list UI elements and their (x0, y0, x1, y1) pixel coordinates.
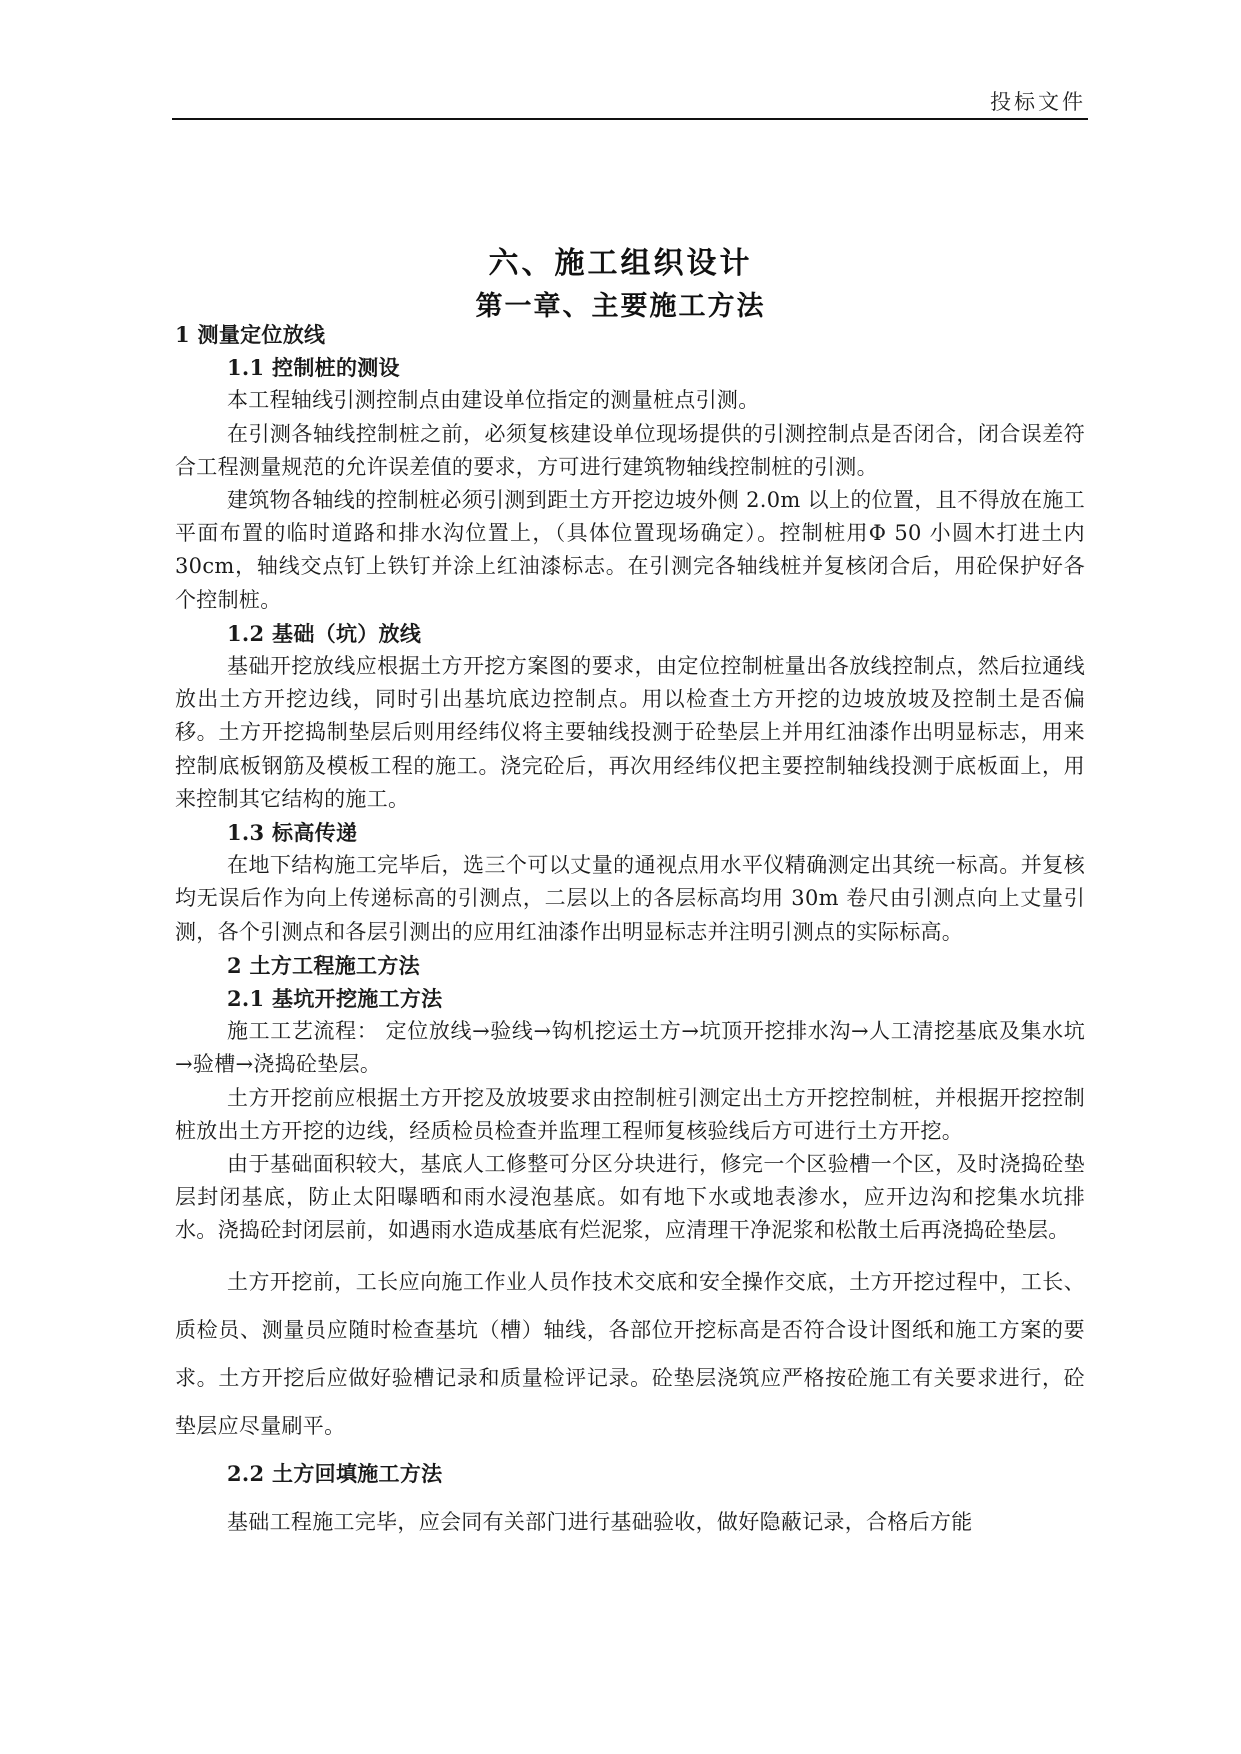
chapter-title: 第一章、主要施工方法 (475, 291, 766, 322)
subsection-heading-1-2: 1.2 基础（坑）放线 (227, 620, 422, 646)
subsection-heading-2-1: 2.1 基坑开挖施工方法 (227, 986, 443, 1012)
subsection-heading-1-3: 1.3 标高传递 (227, 820, 358, 846)
header-label: 投标文件 (990, 90, 1086, 114)
paragraph-2-1-1: 施工工艺流程： 定位放线→验线→钩机挖运土方→坑顶开挖排水沟→人工清挖基底及集水坑→验槽→浇捣砼垫层。 (175, 1019, 1085, 1077)
document-body (175, 318, 1085, 1546)
paragraph-2-2-1: 基础工程施工完毕，应会同有关部门进行基础验收，做好隐蔽记录，合格后方能 (227, 1509, 973, 1534)
subsection-heading-1-1: 1.1 控制桩的测设 (227, 355, 400, 381)
paragraph-2-1-4: 土方开挖前，工长应向施工作业人员作技术交底和安全操作交底，土方开挖过程中，工长、质检员、测量员应随时检查基坑（槽）轴线，各部位开挖标高是否符合设计图纸和施工方案的要求。土方开挖后应做好验槽记录和质量检评记录。砼垫层浇筑应严格按砼施工有关要求进行，砼垫层应尽量刷平。 (175, 1269, 1085, 1438)
paragraph-2-1-3: 由于基础面积较大，基底人工修整可分区分块进行，修完一个区验槽一个区，及时浇捣砼垫层封闭基底，防止太阳曝晒和雨水浸泡基底。如有地下水或地表渗水，应开边沟和挖集水坑排水。浇捣砼封闭层前，如遇雨水造成基底有烂泥浆，应清理干净泥浆和松散土后再浇捣砼垫层。 (175, 1152, 1085, 1243)
header-rule (172, 118, 1088, 120)
section-heading-2: 2 土方工程施工方法 (227, 952, 420, 978)
paragraph-1-2-1: 基础开挖放线应根据土方开挖方案图的要求，由定位控制桩量出各放线控制点，然后拉通线放出土方开挖边线，同时引出基坑底边控制点。用以检查土方开挖的边坡放坡及控制土是否偏移。土方开挖捣制垫层后则用经纬仪将主要轴线投测于砼垫层上并用红油漆作出明显标志，用来控制底板钢筋及模板工程的施工。浇完砼后，再次用经纬仪把主要控制轴线投测于底板面上，用来控制其它结构的施工。 (175, 654, 1085, 811)
document-title: 六、施工组织设计 (488, 246, 753, 281)
paragraph-2-1-2: 土方开挖前应根据土方开挖及放坡要求由控制桩引测定出土方开挖控制桩，并根据开挖控制桩放出土方开挖的边线，经质检员检查并监理工程师复核验线后方可进行土方开挖。 (175, 1085, 1085, 1143)
paragraph-1-1-2: 在引测各轴线控制桩之前，必须复核建设单位现场提供的引测控制点是否闭合，闭合误差符合工程测量规范的允许误差值的要求，方可进行建筑物轴线控制桩的引测。 (175, 421, 1085, 479)
paragraph-1-1-1: 本工程轴线引测控制点由建设单位指定的测量桩点引测。 (227, 388, 760, 413)
paragraph-1-1-3: 建筑物各轴线的控制桩必须引测到距土方开挖边坡外侧 2.0m 以上的位置，且不得放在施工平面布置的临时道路和排水沟位置上，（具体位置现场确定）。控制桩用Φ 50 小圆木打进土内 30cm，轴线交点钉上铁钉并涂上红油漆标志。在引测完各轴线桩并复核闭合后，用砼保护好各个控制桩。 (175, 488, 1085, 612)
section-heading-1: 1 测量定位放线 (175, 322, 326, 347)
subsection-heading-2-2: 2.2 土方回填施工方法 (227, 1460, 443, 1486)
paragraph-1-3-1: 在地下结构施工完毕后，选三个可以丈量的通视点用水平仪精确测定出其统一标高。并复核均无误后作为向上传递标高的引测点，二层以上的各层标高均用 30m 卷尺由引测点向上丈量引测，各个引测点和各层引测出的应用红油漆作出明显标志并注明引测点的实际标高。 (175, 853, 1085, 944)
